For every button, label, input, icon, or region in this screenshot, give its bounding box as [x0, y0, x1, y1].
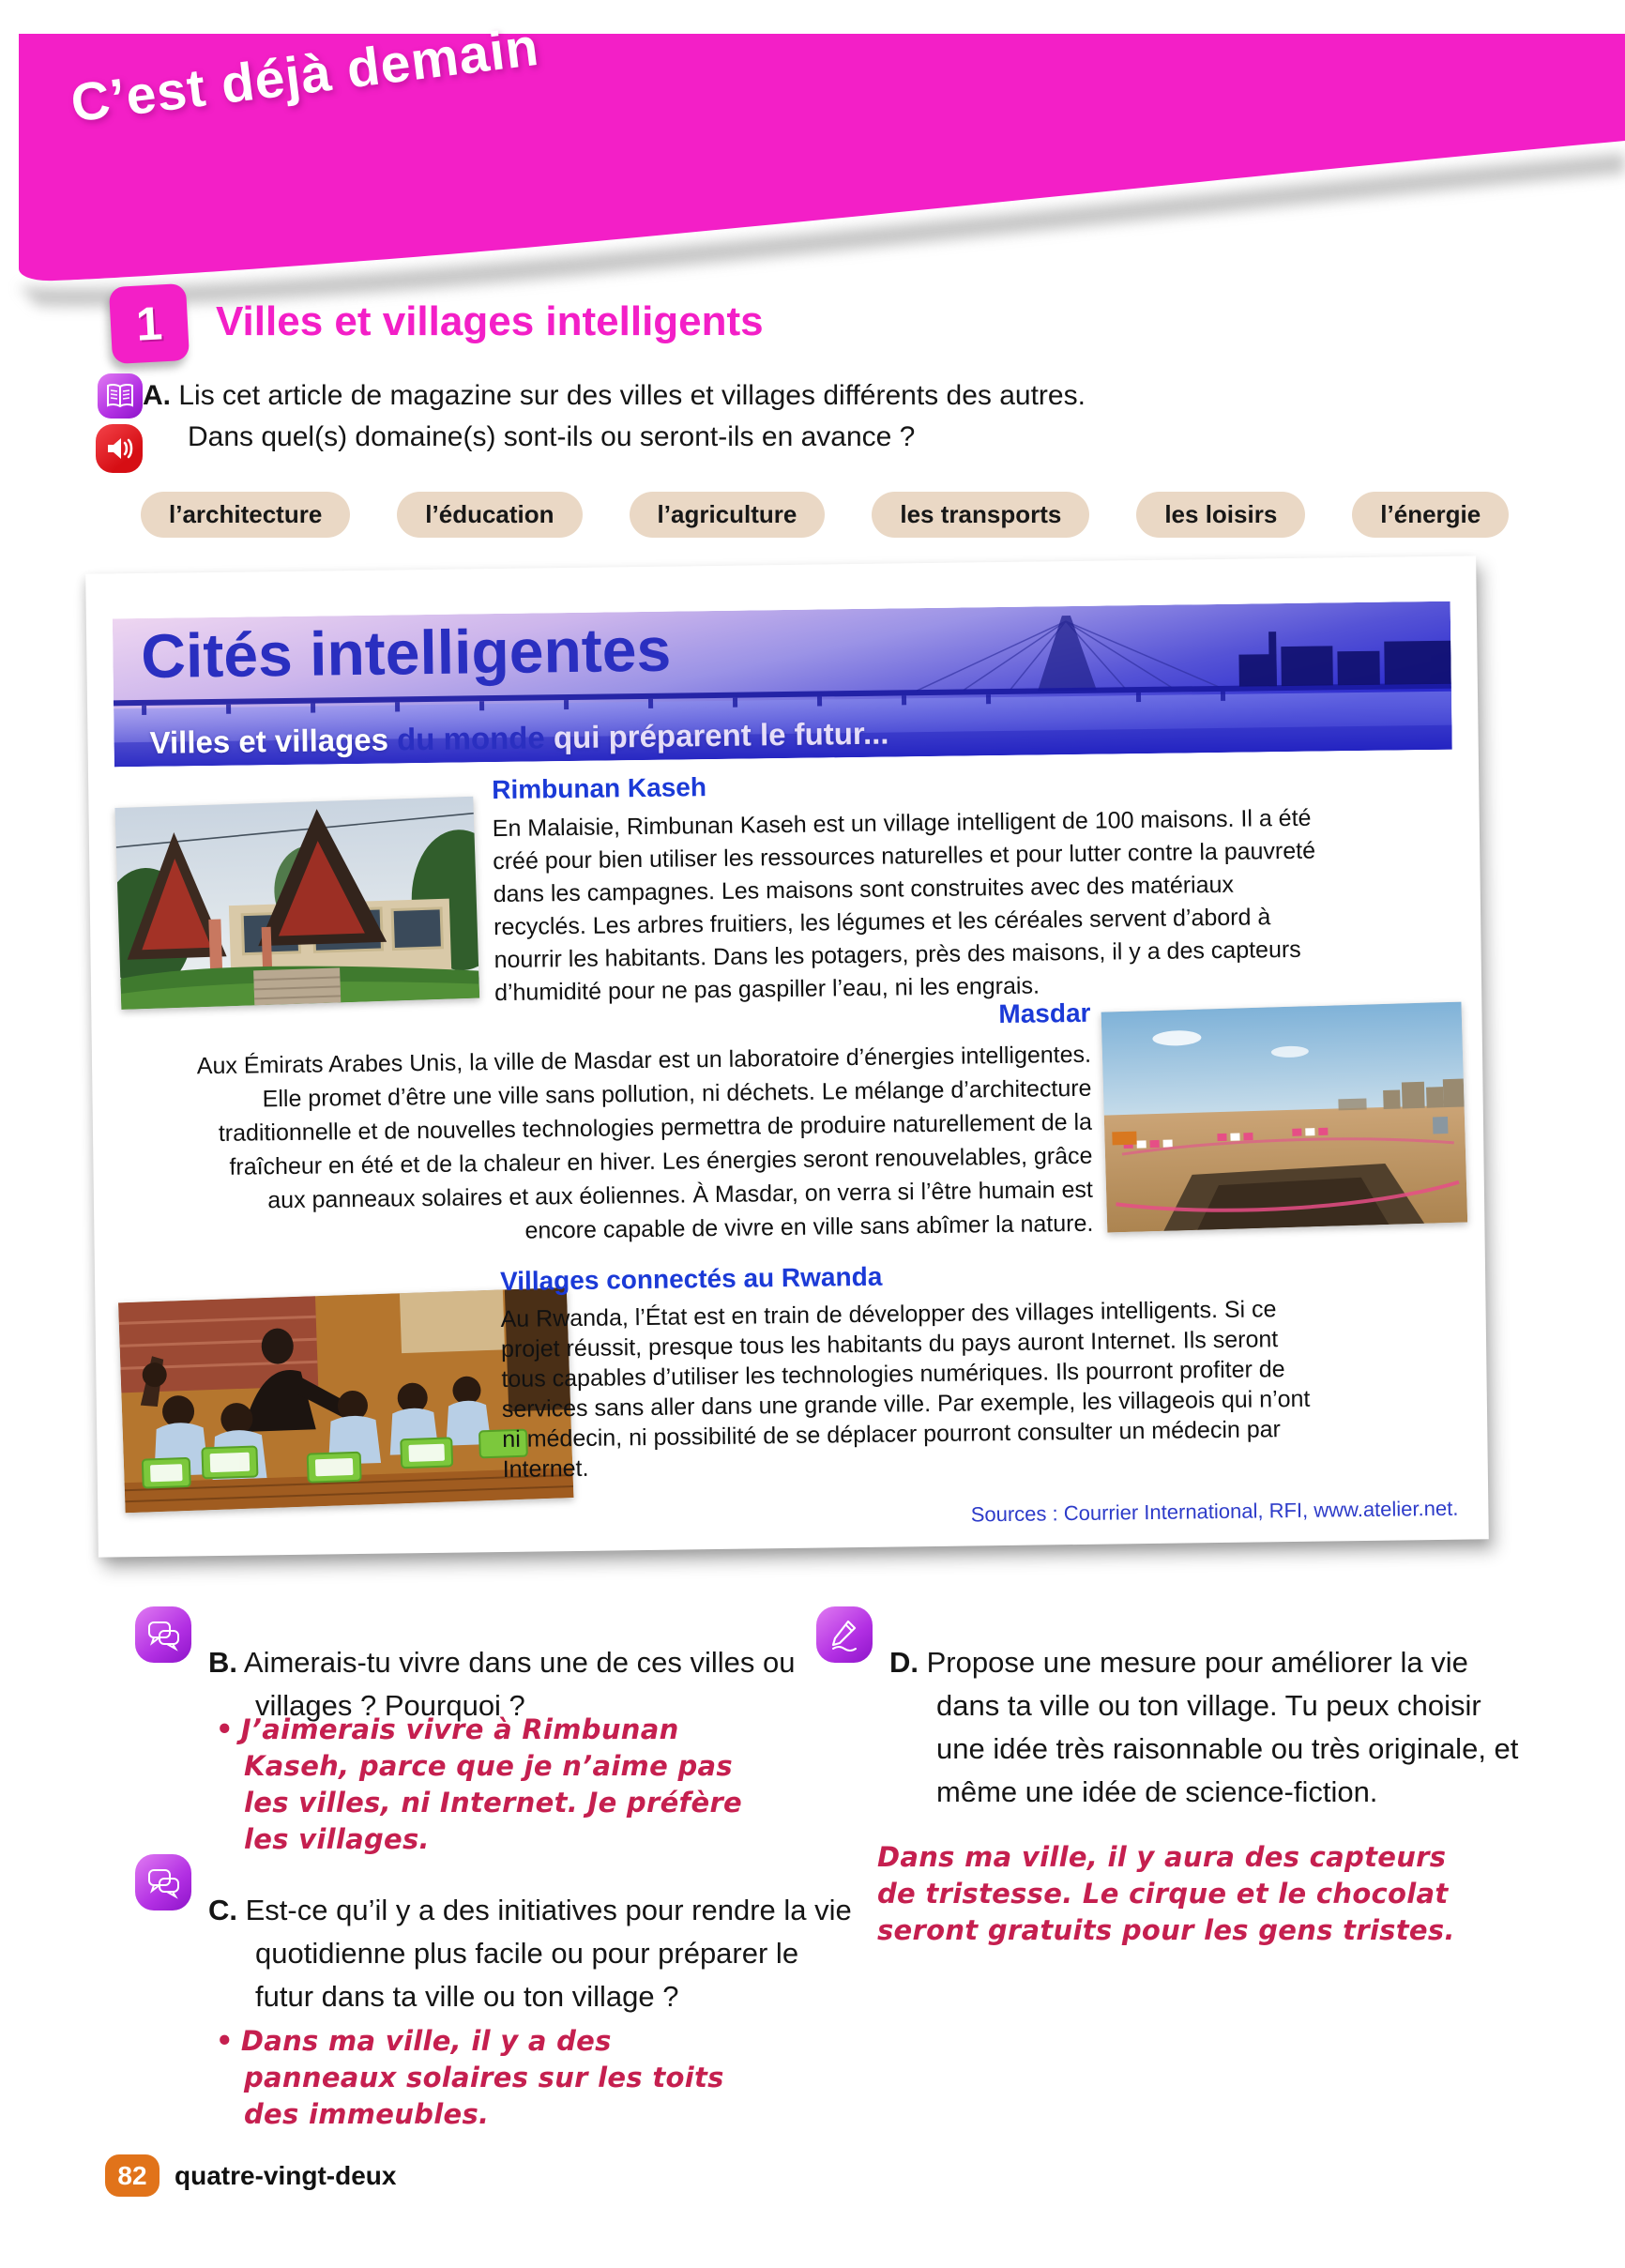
page-number-badge — [105, 2154, 159, 2197]
article-section-title: Masdar — [998, 997, 1091, 1029]
article-sources: Sources : Courrier International, RFI, www.atelier.net. — [970, 1496, 1459, 1527]
article-section-rimbunan — [492, 764, 1329, 1010]
tag-agriculture[interactable]: l’agriculture — [630, 492, 826, 538]
activity-a-line1: Lis cet article de magazine sur des villes et villages différents des autres. — [178, 380, 1086, 411]
speaker-icon — [103, 433, 135, 464]
answer-d: Dans ma ville, il y aura des capteurs de tristesse. Le cirque et le chocolat seront gratuits pour les gens tristes. — [877, 1841, 1455, 1946]
article-section-title: Villages connectés au Rwanda — [499, 1261, 883, 1297]
question-d-text: Propose une mesure pour améliorer la vie dans ta ville ou ton village. Tu peux choisir une idée très raisonnable ou très originale, et même une idée de science-fiction. — [926, 1646, 1519, 1808]
answer-bullet: • — [216, 2025, 234, 2057]
activity-a-line2: Dans quel(s) domaine(s) sont-ils ou seront-ils en avance ? — [188, 421, 916, 452]
question-b-text: Aimerais-tu vivre dans une de ces villes ou villages ? Pourquoi ? — [243, 1646, 796, 1722]
question-c-text: Est-ce qu’il y a des initiatives pour rendre la vie quotidienne plus facile ou pour préparer le futur dans ta ville ou ton village ? — [245, 1894, 852, 2013]
question-d — [889, 1641, 1532, 1814]
page-number: 82 — [117, 2160, 147, 2190]
answer-bullet: • — [216, 1713, 234, 1745]
answer-c-text: Dans ma ville, il y a des panneaux solaires sur les toits des immeubles. — [240, 2025, 724, 2130]
subtitle-part2: du monde — [396, 720, 545, 757]
question-c — [208, 1889, 860, 2018]
activity-a-instruction — [143, 375, 1295, 458]
article-header-photo — [113, 601, 1452, 768]
tag-loisirs[interactable]: les loisirs — [1136, 492, 1305, 538]
article-section-text: En Malaisie, Rimbunan Kaseh est un village intelligent de 100 maisons. Il a été créé pour bien utiliser les ressources naturelles et pour lutter contre la pauvreté dans les campagnes. Les maisons sont construites avec des matériaux recyclés. Les arbres fruitiers, les légumes et les céréales servent d’abord à nourrir les habitants. Dans les potagers, près des maisons, il y a des capteurs d’humidité pour ne pas gaspiller l’eau, ni les engrais. — [492, 804, 1316, 1007]
article-title: Cités intelligentes — [140, 614, 672, 691]
speak-icon-b — [135, 1606, 191, 1663]
article-section-masdar — [190, 998, 1093, 1253]
speak-icon-c — [135, 1854, 191, 1910]
magazine-article-card — [85, 556, 1489, 1557]
page-number-words: quatre-vingt-deux — [175, 2161, 397, 2190]
answer-c — [216, 2023, 769, 2133]
pencil-icon — [826, 1616, 863, 1653]
section-number-badge — [109, 283, 190, 364]
domain-tags — [141, 492, 1482, 538]
masdar-photo — [1101, 1002, 1468, 1233]
question-c-label: C. — [208, 1894, 237, 1926]
tag-architecture[interactable]: l’architecture — [141, 492, 350, 538]
subtitle-part1: Villes et villages — [149, 722, 389, 760]
unit-title: C’est déjà demain — [68, 16, 542, 134]
speech-bubbles-icon — [144, 1864, 182, 1901]
question-b-label: B. — [208, 1646, 237, 1679]
article-section-rwanda — [500, 1256, 1329, 1484]
write-icon-d — [816, 1606, 873, 1663]
subtitle-part3: qui préparent le futur... — [553, 715, 889, 755]
read-icon — [98, 373, 143, 419]
open-book-icon — [105, 381, 135, 411]
speech-bubbles-icon — [144, 1616, 182, 1653]
activity-a-label: A. — [143, 380, 171, 411]
article-section-text: Au Rwanda, l’État est en train de développer des villages intelligents. Si ce projet réussit, presque tous les habitants du pays auront Internet. Ils seront tous capables d’utiliser les technologies numériques. Ils pourront profiter de services sans aller dans une grande ville. Par exemple, les villageois qui n’ont ni médecin, ni possibilité de se déplacer pourront consulter un médecin par Internet. — [500, 1296, 1311, 1484]
answer-b — [216, 1712, 769, 1858]
tag-energie[interactable]: l’énergie — [1352, 492, 1509, 538]
tag-transports[interactable]: les transports — [872, 492, 1089, 538]
question-d-label: D. — [889, 1646, 919, 1679]
answer-b-text: J’aimerais vivre à Rimbunan Kaseh, parce que je n’aime pas les villes, ni Internet. Je préfère les villages. — [240, 1713, 743, 1855]
article-section-text: Aux Émirats Arabes Unis, la ville de Masdar est un laboratoire d’énergies intelligentes. Elle promet d’être une ville sans pollution, ni déchets. Le mélange d’architecture traditionnelle et de nouvelles technologies permettra de produire naturellement de la fraîcheur en été et de la chaleur en hiver. Les énergies seront renouvelables, grâce aux panneaux solaires et aux éoliennes. À Masdar, on verra si l’être humain est encore capable de vivre en ville sans abîmer la nature. — [196, 1041, 1094, 1244]
article-section-title: Rimbunan Kaseh — [492, 772, 707, 805]
section-title: Villes et villages intelligents — [216, 298, 764, 344]
audio-play-button[interactable] — [96, 424, 143, 473]
rimbunan-kaseh-photo — [114, 797, 479, 1010]
tag-education[interactable]: l’éducation — [397, 492, 582, 538]
section-number: 1 — [134, 297, 164, 351]
